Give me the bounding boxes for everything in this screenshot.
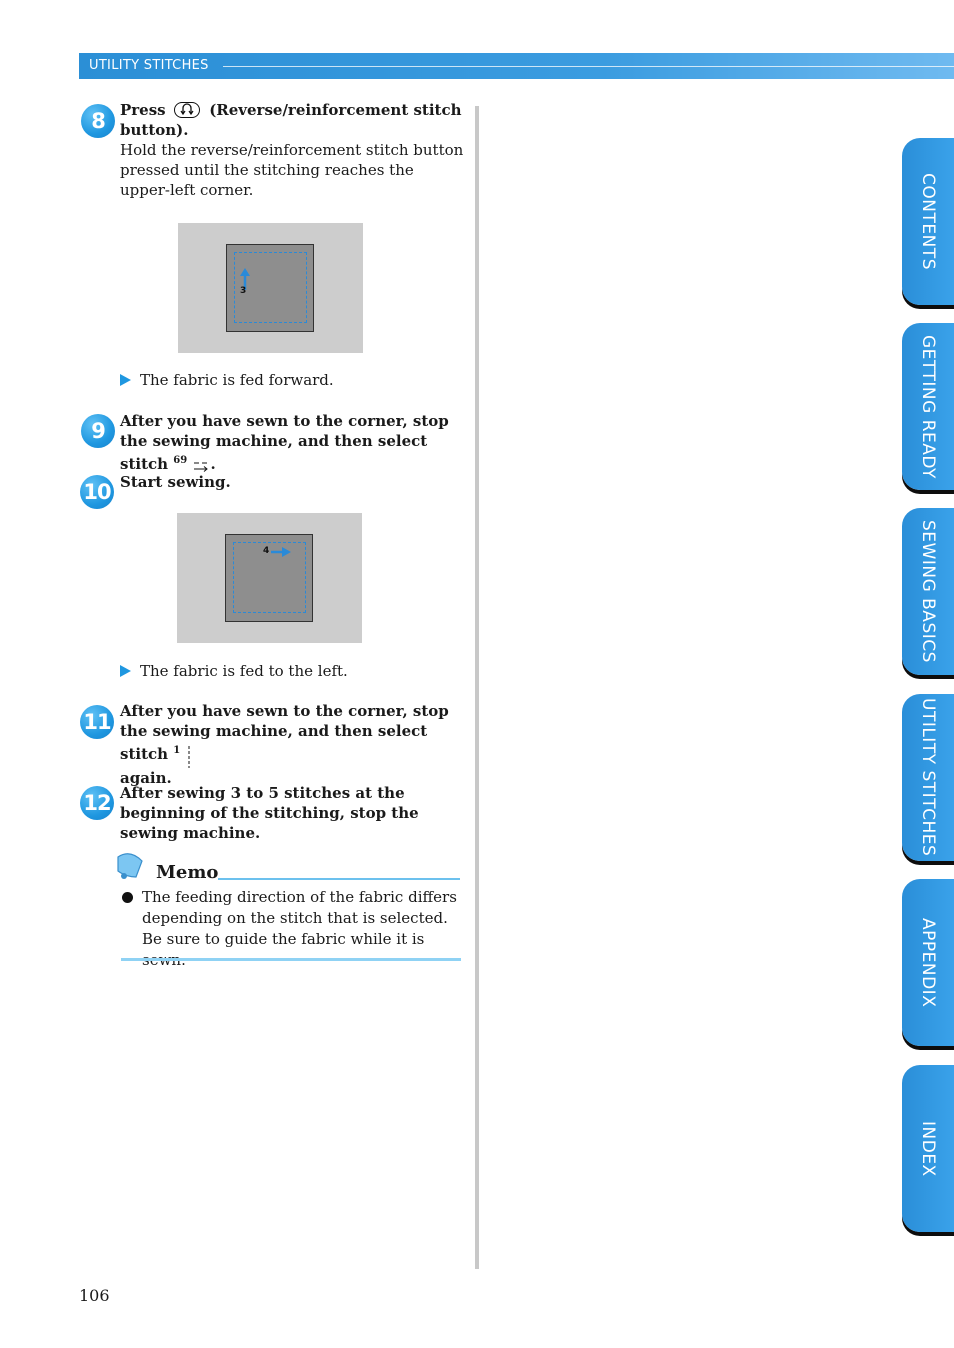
step-8-body: Hold the reverse/reinforcement stitch button pressed until the stitching reaches the upper-left corner.	[120, 141, 464, 199]
result-arrow-icon	[120, 374, 131, 386]
step-number-10: 10	[80, 475, 114, 509]
step-10-result-text: The fabric is fed to the left.	[140, 662, 348, 680]
side-tab-label: GETTING READY	[918, 334, 938, 479]
memo-bottom-rule	[121, 958, 461, 961]
reverse-stitch-button-icon	[174, 102, 200, 118]
side-tab-index[interactable]	[902, 1065, 954, 1232]
side-tab-label: APPENDIX	[918, 917, 938, 1008]
section-header-bar	[79, 53, 954, 79]
arrow-right-icon	[271, 547, 291, 557]
step-9-stitch-number: 69	[173, 455, 188, 466]
step-11-stitch-number: 1	[173, 745, 181, 756]
section-title: UTILITY STITCHES	[89, 58, 209, 73]
step-10-title: Start sewing.	[120, 473, 231, 491]
side-tab-appendix[interactable]	[902, 879, 954, 1046]
side-tab-label: CONTENTS	[918, 173, 938, 270]
figure-step-label: 4	[263, 546, 270, 556]
step-number-9: 9	[81, 414, 115, 448]
step-8-title-rest: (Reverse/reinforcement stitch button).	[120, 101, 462, 139]
result-arrow-icon	[120, 665, 131, 677]
fabric-piece	[225, 534, 313, 622]
side-tab-utility-stitches[interactable]	[902, 694, 954, 861]
memo-title: Memo	[156, 862, 219, 883]
step-number-11: 11	[80, 705, 114, 739]
header-rule	[223, 66, 954, 67]
step-11-title: After you have sewn to the corner, stop the sewing machine, and then select stitch	[120, 702, 449, 763]
step-11-title-end: again.	[120, 769, 172, 787]
side-tab-sewing-basics[interactable]	[902, 508, 954, 675]
fabric-piece	[226, 244, 314, 332]
page-number: 106	[79, 1286, 110, 1305]
memo-bell-icon	[114, 851, 146, 883]
step-9-title-end: .	[210, 455, 216, 473]
memo-rule	[218, 878, 460, 880]
side-tab-label: INDEX	[918, 1120, 938, 1177]
figure-step-label: 3	[240, 286, 247, 296]
stitch-1-symbol-icon	[185, 746, 193, 768]
step-10-figure	[177, 513, 362, 643]
step-8-title-press: Press	[120, 101, 166, 119]
step-12-title: After sewing 3 to 5 stitches at the beginning of the stitching, stop the sewing machine.	[120, 784, 419, 842]
memo-bullet	[122, 892, 133, 903]
step-8-figure	[178, 223, 363, 353]
step-9-instruction	[120, 411, 465, 474]
side-tab-getting-ready[interactable]	[902, 323, 954, 490]
step-8-result-text: The fabric is fed forward.	[140, 371, 334, 389]
step-9-title: After you have sewn to the corner, stop the sewing machine, and then select stitch	[120, 412, 449, 473]
step-11-instruction	[120, 701, 465, 788]
side-tab-label: SEWING BASICS	[918, 520, 938, 663]
side-tab-label: UTILITY STITCHES	[918, 698, 938, 857]
step-10-result	[120, 661, 348, 681]
column-divider	[475, 106, 479, 1269]
step-number-12: 12	[80, 786, 114, 820]
stitch-path	[233, 542, 306, 613]
side-tab-contents[interactable]	[902, 138, 954, 305]
step-8-result	[120, 370, 334, 390]
step-8-instruction	[120, 100, 465, 200]
stitch-69-symbol-icon	[192, 459, 210, 473]
memo-text: The feeding direction of the fabric differs depending on the stitch that is selected. Be sure to guide the fabric while it is	[142, 888, 457, 948]
step-number-8: 8	[81, 104, 115, 138]
